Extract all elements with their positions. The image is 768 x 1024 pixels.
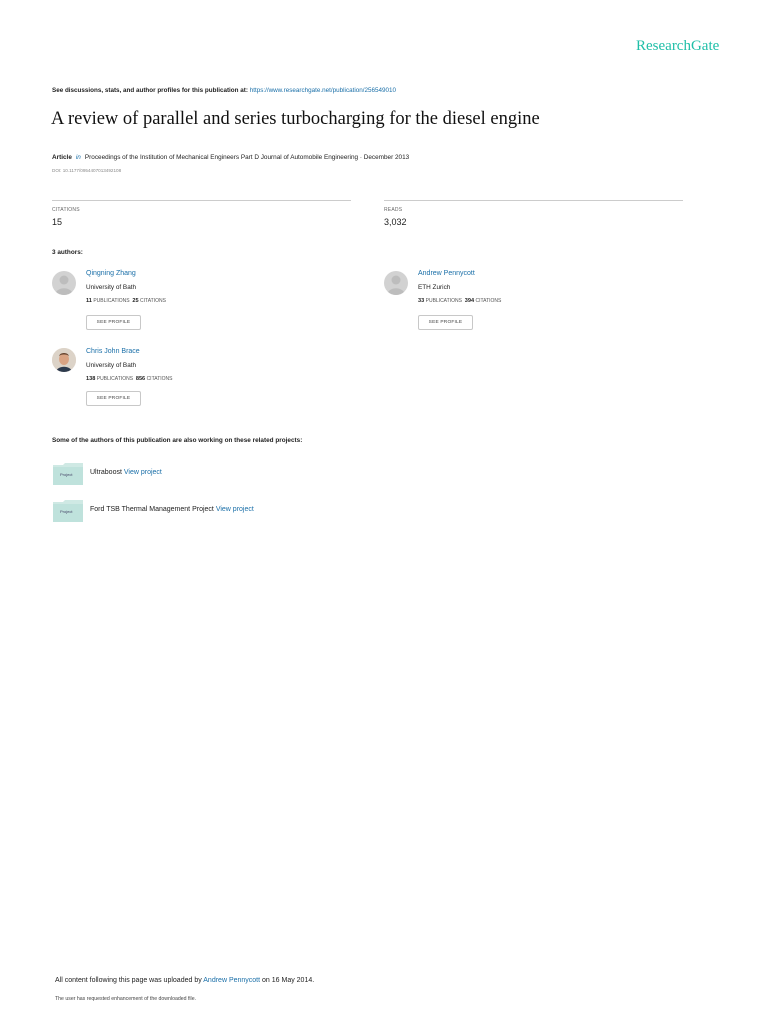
upload-notice <box>55 977 314 984</box>
author-citations-label: CITATIONS <box>146 376 173 382</box>
project-folder-icon <box>53 500 83 522</box>
author-citations-label: CITATIONS <box>475 298 502 304</box>
project-name: Ford TSB Thermal Management Project <box>90 506 214 513</box>
in-label: in <box>75 154 81 161</box>
author-publications-count: 33 <box>418 298 425 304</box>
author-stats <box>86 298 166 304</box>
author-citations-count: 394 <box>464 298 475 304</box>
project-item <box>90 469 162 476</box>
author-publications-label: PUBLICATIONS <box>425 298 462 304</box>
author-citations-count: 856 <box>135 376 146 382</box>
reads-rule <box>384 200 683 201</box>
citations-rule <box>52 200 351 201</box>
paper-doi: DOI: 10.1177/0954407013492108 <box>52 168 122 173</box>
author-publications-count: 138 <box>86 376 96 382</box>
paper-venue-date: Proceedings of the Institution of Mechanical Engineers Part D Journal of Automobile Engineering · December 2013 <box>84 154 410 161</box>
paper-type: Article <box>52 154 72 161</box>
project-name: Ultraboost <box>90 469 122 476</box>
discussion-line <box>52 87 396 94</box>
author-stats <box>86 376 173 382</box>
discussion-text: See discussions, stats, and author profiles for this publication at: <box>52 87 250 94</box>
citations-label: CITATIONS <box>52 207 80 213</box>
project-icon-label: Project <box>60 472 73 477</box>
paper-meta <box>52 154 409 161</box>
project-folder-icon <box>53 463 83 485</box>
reads-value: 3,032 <box>384 217 407 227</box>
author-name-link[interactable]: Qingning Zhang <box>86 270 136 277</box>
view-project-link[interactable]: View project <box>123 469 162 476</box>
author-citations-count: 25 <box>132 298 139 304</box>
author-stats <box>418 298 501 304</box>
uploader-link[interactable]: Andrew Pennycott <box>203 977 261 984</box>
researchgate-logo[interactable]: ResearchGate <box>636 38 720 54</box>
see-profile-button[interactable]: SEE PROFILE <box>418 315 473 330</box>
upload-suffix: on 16 May 2014. <box>260 977 315 984</box>
author-publications-label: PUBLICATIONS <box>93 298 130 304</box>
related-projects-heading: Some of the authors of this publication are also working on these related projects: <box>52 437 303 444</box>
author-publications-label: PUBLICATIONS <box>96 376 134 382</box>
project-icon-label: Project <box>60 509 73 514</box>
author-institution: ETH Zurich <box>418 284 451 291</box>
project-item <box>90 506 254 513</box>
author-institution: University of Bath <box>86 362 137 369</box>
author-publications-count: 11 <box>86 298 92 304</box>
view-project-link[interactable]: View project <box>215 506 254 513</box>
author-photo-icon[interactable] <box>52 348 76 372</box>
see-profile-button[interactable]: SEE PROFILE <box>86 315 141 330</box>
see-profile-button[interactable]: SEE PROFILE <box>86 391 141 406</box>
author-name-link[interactable]: Andrew Pennycott <box>418 270 475 277</box>
paper-title: A review of parallel and series turbocharging for the diesel engine <box>51 109 540 129</box>
author-institution: University of Bath <box>86 284 137 291</box>
reads-label: READS <box>384 207 403 213</box>
avatar-placeholder-icon[interactable] <box>52 271 76 295</box>
authors-heading: 3 authors: <box>52 249 83 256</box>
citations-value: 15 <box>52 217 63 227</box>
author-citations-label: CITATIONS <box>140 298 166 304</box>
enhancement-note: The user has requested enhancement of the downloaded file. <box>55 996 197 1002</box>
publication-url-link[interactable]: https://www.researchgate.net/publication/256549010 <box>249 87 397 94</box>
upload-prefix: All content following this page was uploaded by <box>55 977 204 984</box>
author-name-link[interactable]: Chris John Brace <box>86 348 140 355</box>
avatar-placeholder-icon[interactable] <box>384 271 408 295</box>
